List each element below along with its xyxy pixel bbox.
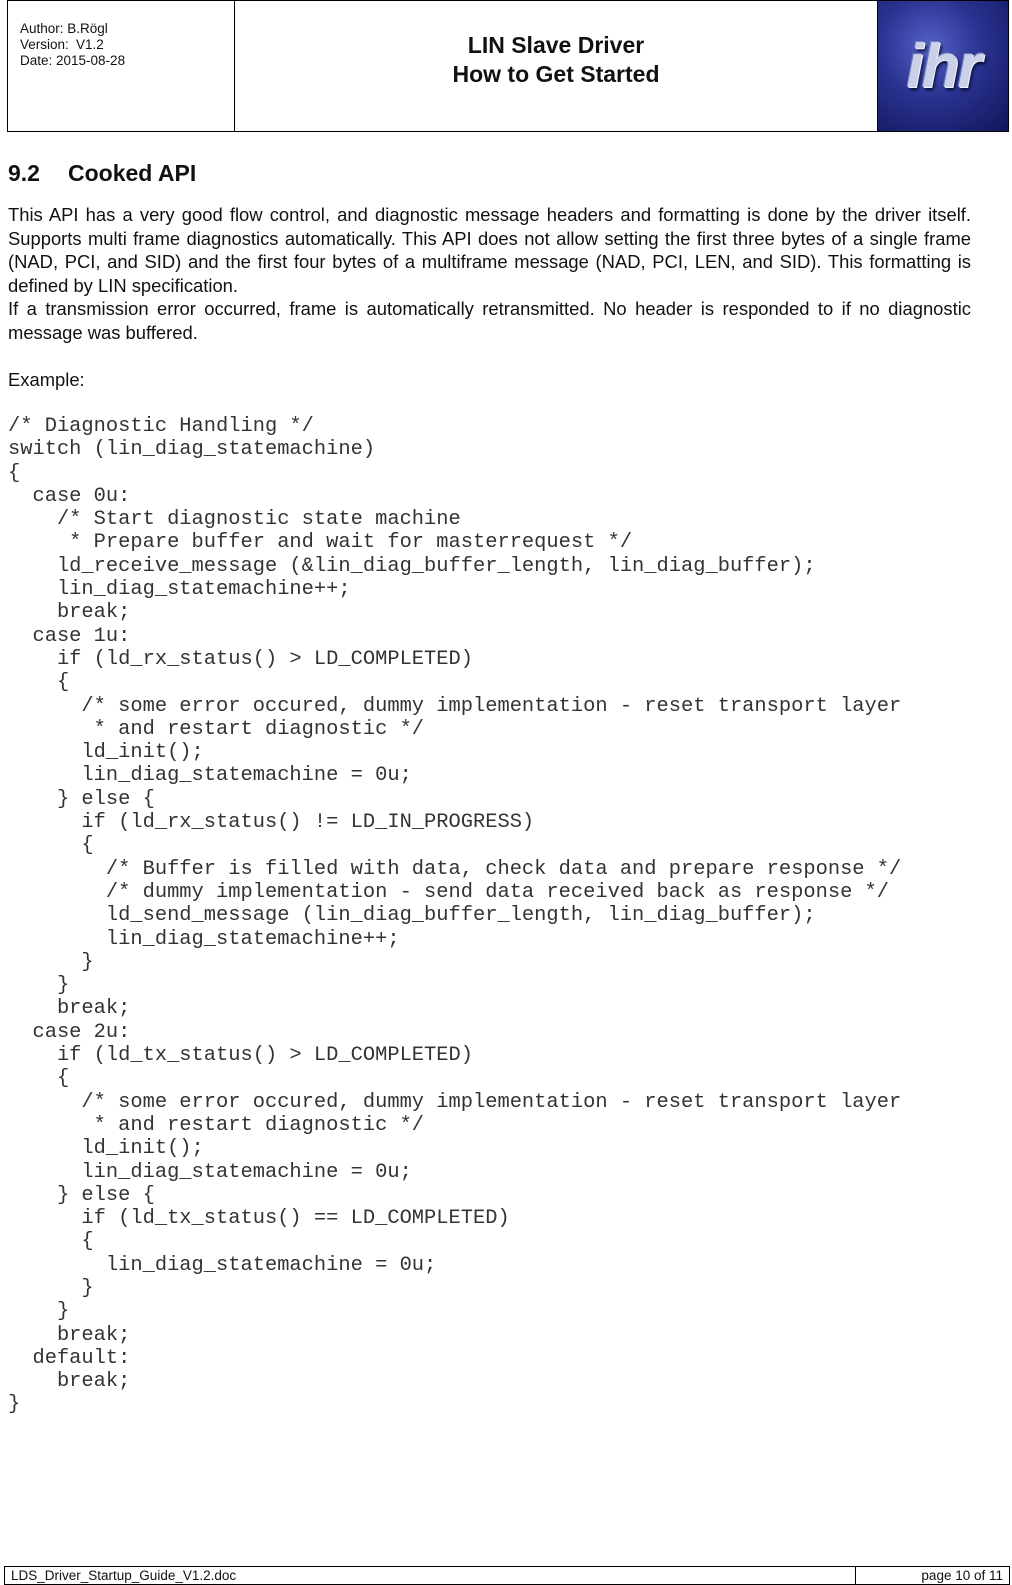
footer-page-number: page 10 of 11 [921, 1568, 1003, 1583]
document-title [235, 1, 878, 131]
version-value: V1.2 [76, 37, 104, 52]
version-row [20, 37, 234, 53]
logo-text: ihr [906, 31, 980, 101]
page-header [7, 0, 1009, 132]
title-line-1: LIN Slave Driver [467, 32, 645, 58]
title-line-2: How to Get Started [452, 61, 660, 87]
author-text: Author: B.Rögl [20, 21, 108, 36]
date-text: Date: 2015-08-28 [20, 53, 126, 68]
document-meta [8, 1, 235, 131]
example-label: Example: [8, 369, 85, 390]
version-label: Version: [20, 37, 69, 52]
section-heading [8, 160, 196, 187]
page-footer [4, 1566, 1010, 1585]
ihr-logo [878, 1, 1008, 131]
paragraph-retransmission: If a transmission error occurred, frame is automatically retransmitted. No header is responded to if no diagnostic message was buffered. [8, 298, 971, 343]
section-title: Cooked API [68, 160, 197, 186]
paragraph-description: This API has a very good flow control, and diagnostic message headers and formatting is done by the driver itself. Supports multi frame diagnostics automatically. This API does not allow setting the first three bytes of a single frame (NAD, PCI, and SID) and the first four bytes of a multiframe message (NAD, PCI, LEN, and SID). This formatting is defined by LIN specification. [8, 204, 971, 296]
section-number: 9.2 [8, 160, 40, 186]
code-listing: /* Diagnostic Handling */ switch (lin_diag_statemachine) { case 0u: /* Start diagnostic state machine * Prepare buffer and wait for masterrequest */ ld_receive_message (&lin_diag_buffer_length, lin_diag_buffer); lin_diag_statemachine++; break; case 1u: if (ld_rx_status() > LD_COMPLETED) { /* some error occured, dummy implementation - reset transport layer * and restart diagnostic */ ld_init(); lin_diag_statemachine = 0u; } else { if (ld_rx_status() != LD_IN_PROGRESS) { /* Buffer is filled with data, check data and prepare response */ /* dummy implementation - send data received back as response */ ld_send_message (lin_diag_buffer_length, lin_diag_buffer); lin_diag_statemachine++; } } break; case 2u: if (ld_tx_status() > LD_COMPLETED) { /* some error occured, dummy implementation - reset transport layer * and restart diagnostic */ ld_init(); lin_diag_statemachine = 0u; } else { if (ld_tx_status() == LD_COMPLETED) { lin_diag_statemachine = 0u; } } break; default: break; } [8, 415, 902, 1417]
footer-doc-name: LDS_Driver_Startup_Guide_V1.2.doc [5, 1567, 856, 1584]
